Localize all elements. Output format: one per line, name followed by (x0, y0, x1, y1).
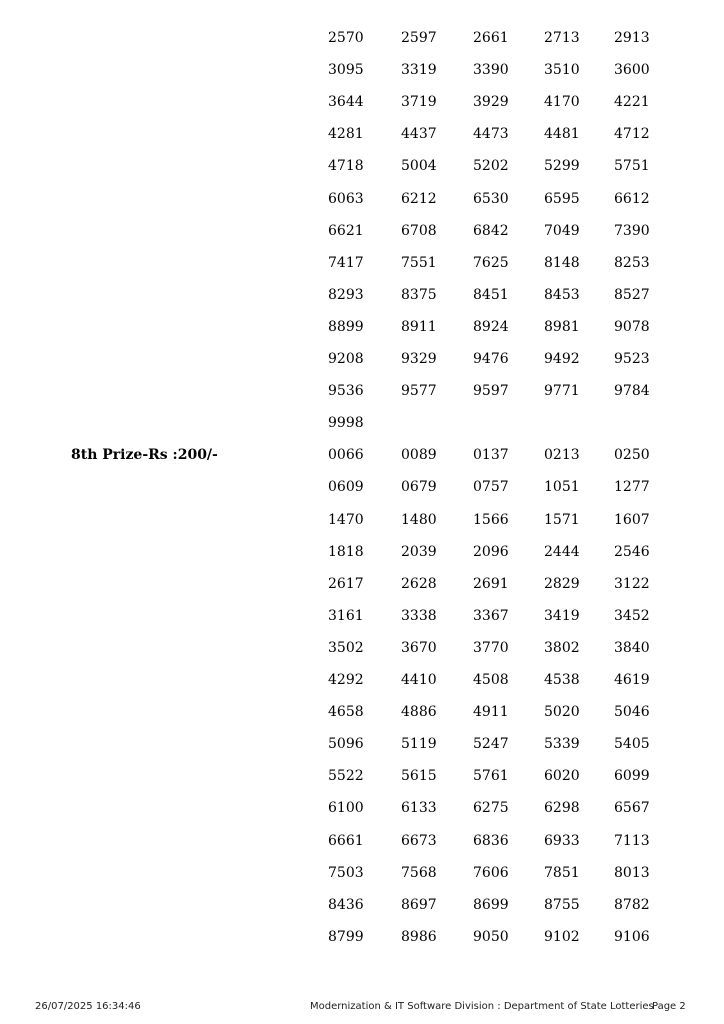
ticket-number: 5299 (544, 158, 580, 175)
ticket-number: 6020 (544, 768, 580, 785)
ticket-number: 5339 (544, 736, 580, 753)
ticket-number: 8697 (401, 896, 437, 913)
ticket-number: 9536 (328, 383, 364, 400)
number-row (0, 510, 724, 542)
ticket-number: 4410 (401, 672, 437, 688)
ticket-number: 1277 (614, 479, 650, 496)
ticket-number: 5020 (544, 704, 580, 721)
ticket-number: 4170 (544, 94, 580, 111)
ticket-number: 6275 (473, 800, 509, 817)
ticket-number: 7606 (473, 864, 509, 881)
ticket-number: 6530 (473, 190, 509, 207)
ticket-number: 3502 (328, 639, 364, 656)
ticket-number: 6100 (328, 800, 364, 817)
ticket-number: 6099 (614, 768, 650, 785)
ticket-number: 9476 (473, 351, 509, 367)
ticket-number: 8527 (614, 286, 650, 303)
number-row (0, 574, 724, 606)
footer-timestamp: 26/07/2025 16:34:46 (35, 1001, 141, 1012)
ticket-number: 7113 (614, 832, 650, 849)
ticket-number: 7851 (544, 864, 580, 881)
ticket-number: 2628 (401, 575, 437, 592)
ticket-number: 9106 (614, 928, 650, 945)
ticket-number: 7503 (328, 864, 364, 881)
ticket-number: 3095 (328, 62, 364, 79)
ticket-number: 9784 (614, 383, 650, 400)
ticket-number: 5751 (614, 158, 650, 175)
number-row (0, 28, 724, 60)
number-row (0, 285, 724, 317)
ticket-number: 6708 (401, 222, 437, 239)
ticket-number: 2617 (328, 575, 364, 592)
ticket-number: 6212 (401, 190, 437, 207)
ticket-number: 4473 (473, 126, 509, 143)
number-row (0, 638, 724, 670)
ticket-number: 8253 (614, 254, 650, 271)
number-row (0, 253, 724, 285)
ticket-number: 9597 (473, 383, 509, 400)
ticket-number: 0679 (401, 479, 437, 496)
ticket-number: 8375 (401, 286, 437, 303)
ticket-number: 4508 (473, 672, 509, 688)
ticket-number: 2597 (401, 30, 437, 46)
ticket-number: 9102 (544, 928, 580, 945)
ticket-number: 0066 (328, 447, 364, 464)
number-row (0, 606, 724, 638)
ticket-number: 3122 (614, 575, 650, 592)
ticket-number: 3670 (401, 639, 437, 656)
ticket-number: 4718 (328, 158, 364, 175)
ticket-number: 8293 (328, 286, 364, 303)
ticket-number: 9329 (401, 351, 437, 367)
number-row (0, 734, 724, 766)
ticket-number: 1470 (328, 511, 364, 528)
ticket-number: 4911 (473, 704, 509, 721)
ticket-number: 2570 (328, 30, 364, 46)
ticket-number: 5761 (473, 768, 509, 785)
ticket-number: 8013 (614, 864, 650, 881)
ticket-number: 3600 (614, 62, 650, 79)
ticket-number: 4221 (614, 94, 650, 111)
ticket-number: 2444 (544, 543, 580, 560)
ticket-number: 0089 (401, 447, 437, 464)
footer-division: Modernization & IT Software Division : Department of State Lotteries (310, 1001, 654, 1012)
number-row (0, 317, 724, 349)
ticket-number: 4658 (328, 704, 364, 721)
number-row (0, 927, 724, 959)
number-row (0, 349, 724, 381)
ticket-number: 8799 (328, 928, 364, 945)
ticket-number: 6673 (401, 832, 437, 849)
ticket-number: 6567 (614, 800, 650, 817)
ticket-number: 6298 (544, 800, 580, 817)
ticket-number: 3719 (401, 94, 437, 111)
ticket-number: 8436 (328, 896, 364, 913)
ticket-number: 3929 (473, 94, 509, 111)
number-row (0, 542, 724, 574)
ticket-number: 9577 (401, 383, 437, 400)
ticket-number: 8911 (401, 318, 437, 335)
ticket-number: 0213 (544, 447, 580, 464)
number-row (0, 124, 724, 156)
ticket-number: 2913 (614, 30, 650, 46)
ticket-number: 8986 (401, 928, 437, 945)
ticket-number: 6612 (614, 190, 650, 207)
ticket-number: 0757 (473, 479, 509, 496)
number-row (0, 831, 724, 863)
ticket-number: 4292 (328, 672, 364, 688)
number-row (0, 92, 724, 124)
ticket-number: 5247 (473, 736, 509, 753)
number-row (0, 798, 724, 830)
ticket-number: 9050 (473, 928, 509, 945)
ticket-number: 5004 (401, 158, 437, 175)
ticket-number: 0137 (473, 447, 509, 464)
number-row (0, 895, 724, 927)
ticket-number: 4712 (614, 126, 650, 143)
ticket-number: 7568 (401, 864, 437, 881)
ticket-number: 3419 (544, 607, 580, 624)
ticket-number: 5405 (614, 736, 650, 753)
ticket-number: 3161 (328, 607, 364, 624)
ticket-number: 7625 (473, 254, 509, 271)
ticket-number: 5202 (473, 158, 509, 175)
ticket-number: 2096 (473, 543, 509, 560)
number-row (0, 477, 724, 509)
ticket-number: 3367 (473, 607, 509, 624)
ticket-number: 6933 (544, 832, 580, 849)
ticket-number: 5046 (614, 704, 650, 721)
ticket-number: 8148 (544, 254, 580, 271)
ticket-number: 9492 (544, 351, 580, 367)
ticket-number: 3452 (614, 607, 650, 624)
number-row (0, 156, 724, 188)
ticket-number: 3510 (544, 62, 580, 79)
number-row (0, 413, 724, 445)
ticket-number: 5522 (328, 768, 364, 785)
ticket-number: 6621 (328, 222, 364, 239)
ticket-number: 6595 (544, 190, 580, 207)
ticket-number: 3338 (401, 607, 437, 624)
number-row (0, 381, 724, 413)
ticket-number: 6133 (401, 800, 437, 817)
ticket-number: 2546 (614, 543, 650, 560)
ticket-number: 4538 (544, 672, 580, 688)
ticket-number: 3390 (473, 62, 509, 79)
ticket-number: 6836 (473, 832, 509, 849)
ticket-number: 1566 (473, 511, 509, 528)
number-row (0, 863, 724, 895)
ticket-number: 4437 (401, 126, 437, 143)
ticket-number: 9771 (544, 383, 580, 400)
number-row (0, 189, 724, 221)
ticket-number: 8699 (473, 896, 509, 913)
ticket-number: 2829 (544, 575, 580, 592)
ticket-number: 8453 (544, 286, 580, 303)
ticket-number: 4619 (614, 672, 650, 688)
ticket-number: 3770 (473, 639, 509, 656)
ticket-number: 7417 (328, 254, 364, 271)
number-row (0, 766, 724, 798)
ticket-number: 5119 (401, 736, 437, 753)
ticket-number: 1051 (544, 479, 580, 496)
ticket-number: 7390 (614, 222, 650, 239)
ticket-number: 3644 (328, 94, 364, 111)
ticket-number: 1480 (401, 511, 437, 528)
ticket-number: 3319 (401, 62, 437, 79)
number-row (0, 60, 724, 92)
ticket-number: 9998 (328, 415, 364, 432)
ticket-number: 8755 (544, 896, 580, 913)
ticket-number: 2661 (473, 30, 509, 46)
ticket-number: 8451 (473, 286, 509, 303)
ticket-number: 1607 (614, 511, 650, 528)
ticket-number: 9523 (614, 351, 650, 367)
ticket-number: 8782 (614, 896, 650, 913)
ticket-number: 4281 (328, 126, 364, 143)
number-row (0, 702, 724, 734)
ticket-number: 0250 (614, 447, 650, 464)
ticket-number: 8899 (328, 318, 364, 335)
ticket-number: 3802 (544, 639, 580, 656)
ticket-number: 7551 (401, 254, 437, 271)
ticket-number: 1571 (544, 511, 580, 528)
number-row (0, 221, 724, 253)
ticket-number: 1818 (328, 543, 364, 560)
ticket-number: 6661 (328, 832, 364, 849)
ticket-number: 2691 (473, 575, 509, 592)
ticket-number: 6063 (328, 190, 364, 207)
ticket-number: 8981 (544, 318, 580, 335)
ticket-number: 2039 (401, 543, 437, 560)
ticket-number: 3840 (614, 639, 650, 656)
ticket-number: 0609 (328, 479, 364, 496)
ticket-number: 5615 (401, 768, 437, 785)
ticket-number: 7049 (544, 222, 580, 239)
ticket-number: 4886 (401, 704, 437, 721)
ticket-number: 6842 (473, 222, 509, 239)
prize-label-8th: 8th Prize-Rs :200/- (71, 447, 218, 464)
number-row (0, 670, 724, 702)
ticket-number: 5096 (328, 736, 364, 753)
ticket-number: 4481 (544, 126, 580, 143)
ticket-number: 9208 (328, 351, 364, 367)
ticket-number: 2713 (544, 30, 580, 46)
footer-page-number: Page 2 (652, 1001, 686, 1012)
ticket-number: 8924 (473, 318, 509, 335)
ticket-number: 9078 (614, 318, 650, 335)
